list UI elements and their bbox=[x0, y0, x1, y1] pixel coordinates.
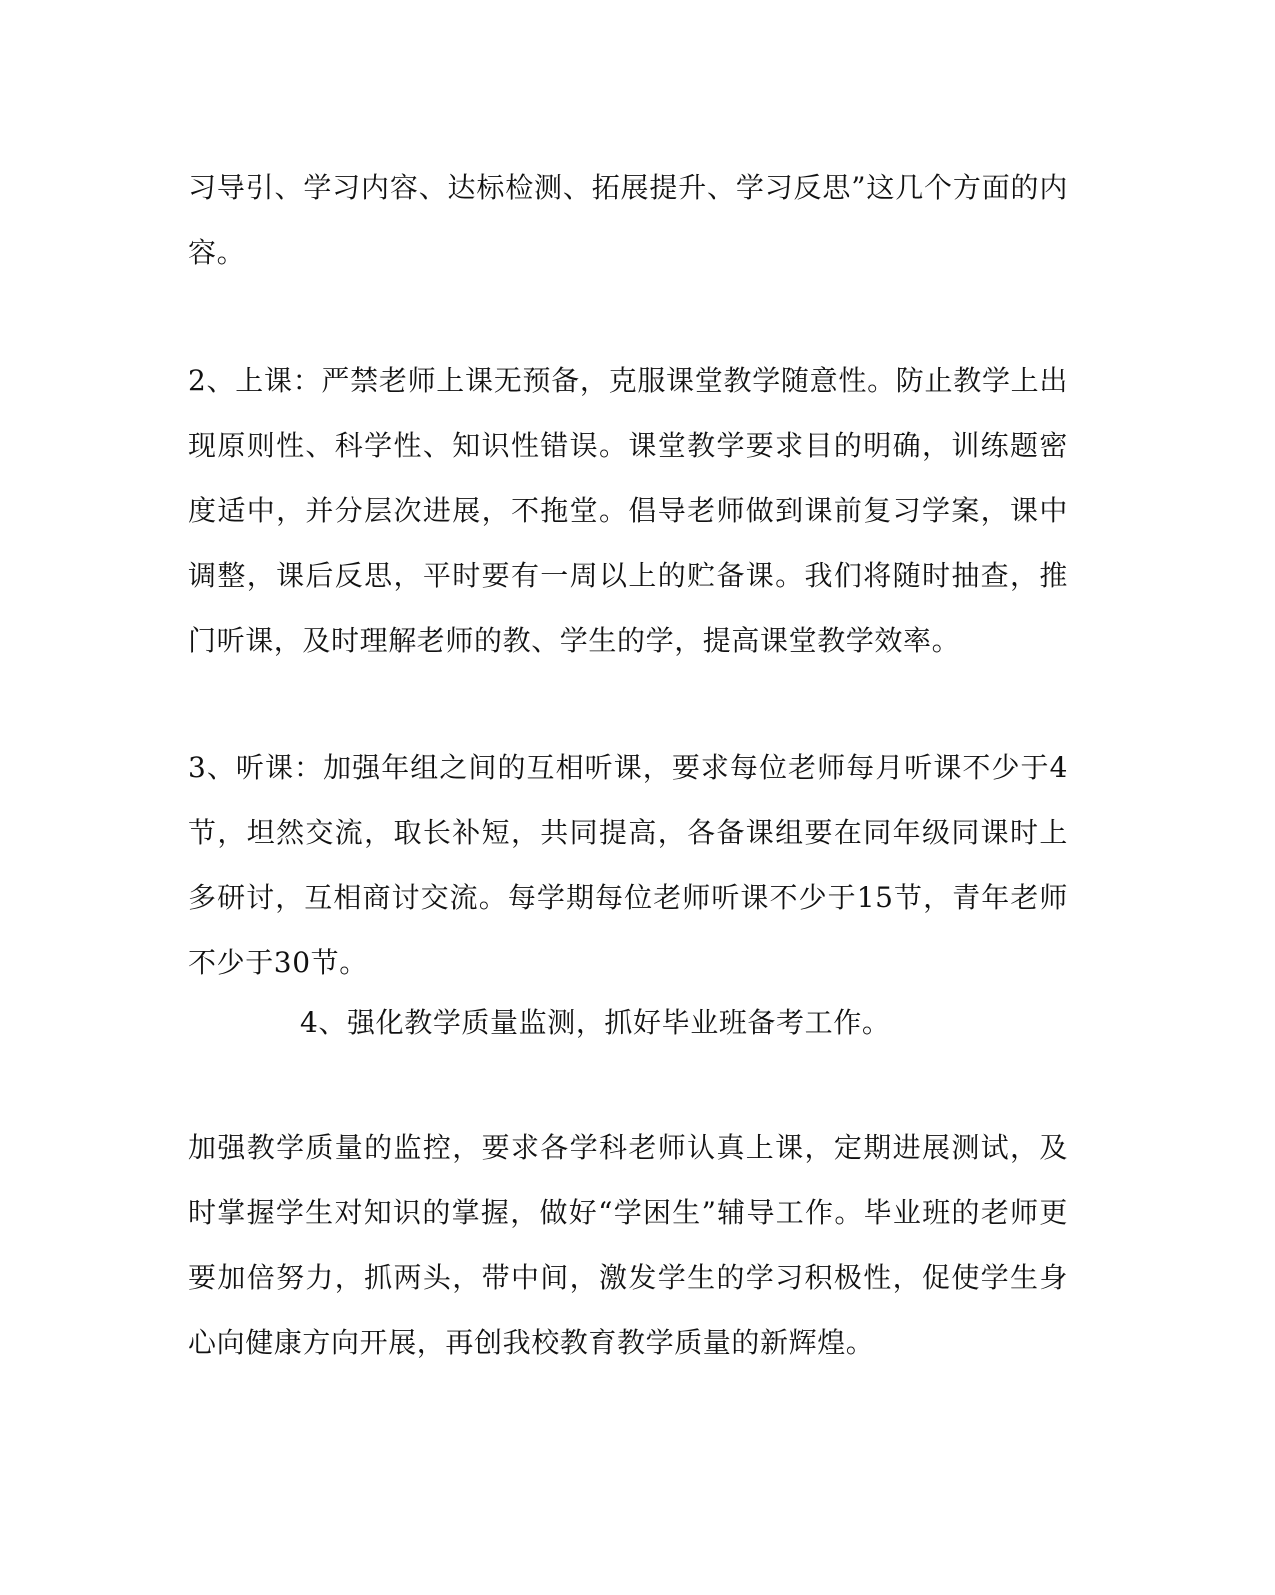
paragraph-lesson-observation: 3、听课：加强年组之间的互相听课，要求每位老师每月听课不少于4节，坦然交流，取长补短，共同提高，各备课组要在同年级同课时上多研讨，互相商讨交流。每学期每位老师听课不少于15节，青年老师不少于30节。 bbox=[188, 751, 1068, 979]
paragraph-lecturing: 2、上课：严禁老师上课无预备，克服课堂教学随意性。防止教学上出现原则性、科学性、知识性错误。课堂教学要求目的明确，训练题密度适中，并分层次进展，不拖堂。倡导老师做到课前复习学案，课中调整，课后反思，平时要有一周以上的贮备课。我们将随时抽查，推门听课，及时理解老师的教、学生的学，提高课堂教学效率。 bbox=[188, 364, 1068, 657]
section-heading-quality-monitoring: 4、强化教学质量监测，抓好毕业班备考工作。 bbox=[300, 1006, 891, 1039]
paragraph-quality-control: 加强教学质量的监控，要求各学科老师认真上课，定期进展测试，及时掌握学生对知识的掌握，做好“学困生”辅导工作。毕业班的老师更要加倍努力，抓两头，带中间，激发学生的学习积极性，促使学生身心向健康方向开展，再创我校教育教学质量的新辉煌。 bbox=[188, 1131, 1068, 1359]
paragraph-study-guide-content: 习导引、学习内容、达标检测、拓展提升、学习反思”这几个方面的内容。 bbox=[188, 171, 1068, 269]
